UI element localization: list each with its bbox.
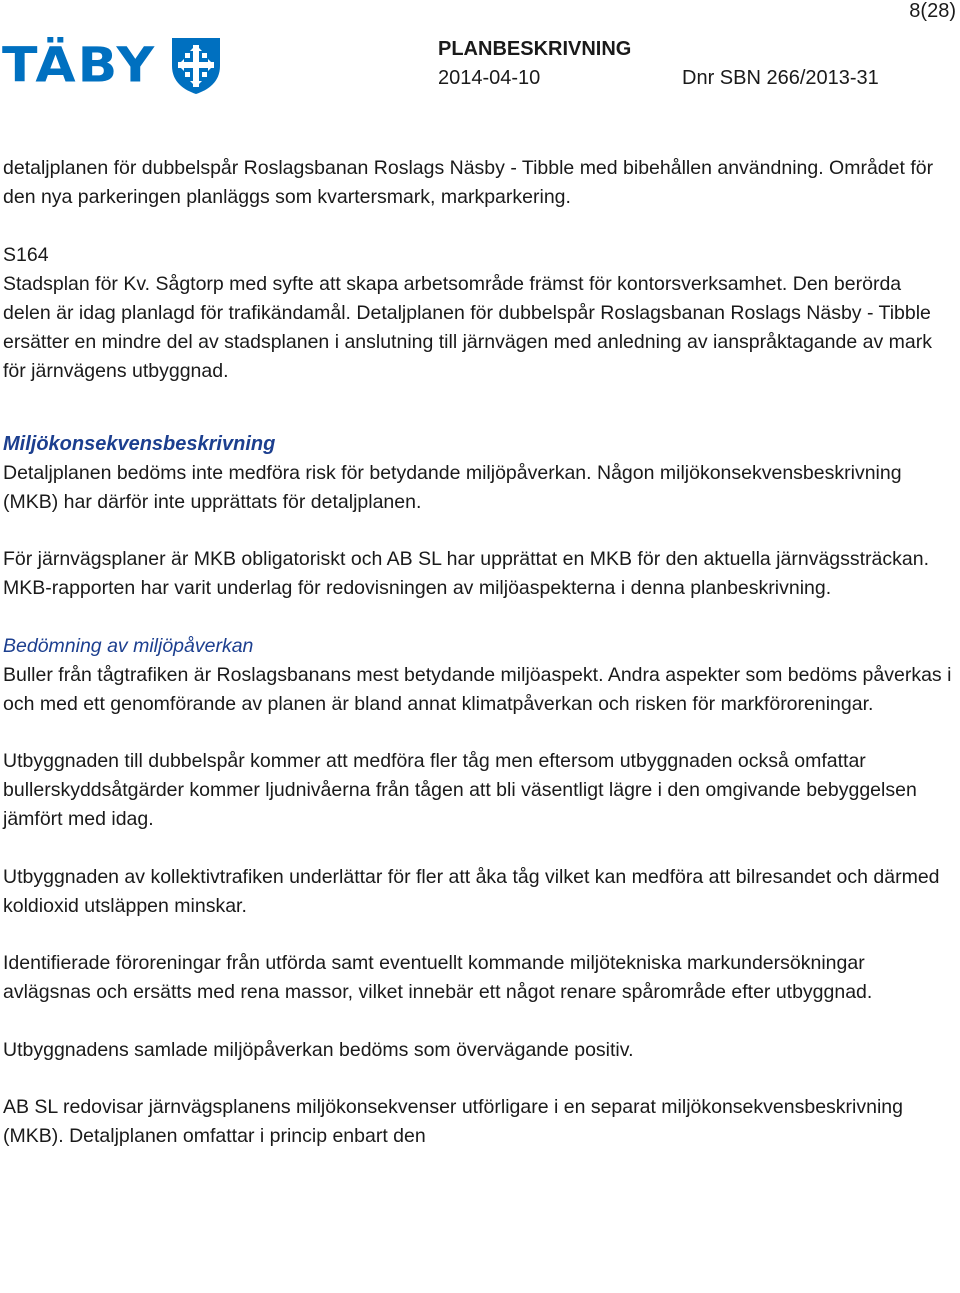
assessment-paragraph-6: AB SL redovisar järnvägsplanens miljökonsekvenser utförligare i en separat miljökonsekvensbeskrivning (MKB). Detaljplanen omfattar i princip enbart den: [3, 1096, 903, 1147]
mkb-paragraph-1: Detaljplanen bedöms inte medföra risk för betydande miljöpåverkan. Någon miljökonsekvensbeskrivning (MKB) har därför inte upprättats för detaljplanen.: [3, 461, 902, 513]
assessment-paragraph-3: Utbyggnaden av kollektivtrafiken underlättar för fler att åka tåg vilket kan medföra att bilresandet och därmed koldioxid utsläppen minskar.: [3, 865, 940, 917]
document-date: 2014-04-10: [438, 67, 541, 89]
mkb-paragraph-2: För järnvägsplaner är MKB obligatoriskt och AB SL har upprättat en MKB för den aktuella järnvägssträckan. MKB-rapporten har varit underlag för redovisningen av miljöaspekterna i denna planbeskrivning.: [3, 548, 930, 599]
document-reference-number: Dnr SBN 266/2013-31: [682, 67, 879, 89]
assessment-paragraph-2: Utbyggnaden till dubbelspår kommer att medföra fler tåg men eftersom utbyggnaden också omfattar bullerskyddsåtgärder kommer ljudnivåerna från tågen att bli väsentligt lägre i den omgivande bebyggelsen jämfört med idag.: [3, 750, 917, 830]
assessment-paragraph-1: Buller från tågtrafiken är Roslagsbanans mest betydande miljöaspekt. Andra aspekter som bedöms påverkas i och med ett genomförande av planen är bland annat klimatpåverkan och risken för markföroreningar.: [3, 663, 952, 715]
assessment-paragraph-5: Utbyggnadens samlade miljöpåverkan bedöms som övervägande positiv.: [3, 1038, 634, 1061]
taby-cross-shield-icon: [170, 36, 222, 96]
intro-paragraph: detaljplanen för dubbelspår Roslagsbanan Roslags Näsby - Tibble med bibehållen användning. Området för den nya parkeringen planläggs som kvartersmark, markparkering.: [3, 157, 934, 208]
logo-wordmark: TÄBY: [2, 38, 157, 94]
s164-label: S164: [3, 243, 49, 266]
page-number: 8(28): [909, 0, 956, 22]
section-heading-mkb: Miljökonsekvensbeskrivning: [3, 432, 276, 455]
document-body: [3, 154, 953, 1151]
document-type-title: PLANBESKRIVNING: [438, 38, 632, 60]
assessment-paragraph-4: Identifierade föroreningar från utförda samt eventuellt kommande miljötekniska markundersökningar avlägsnas och ersätts med rena massor, vilket innebär ett något renare spårområde efter utbyggnad.: [3, 952, 873, 1003]
sub-heading-assessment: Bedömning av miljöpåverkan: [3, 634, 254, 657]
taby-logo: [2, 36, 222, 96]
s164-paragraph: Stadsplan för Kv. Sågtorp med syfte att skapa arbetsområde främst för kontorsverksamhet. Den berörda delen är idag planlagd för trafikändamål. Detaljplanen för dubbelspår Roslagsbanan Roslags Näsby - Tibble ersätter en mindre del av stadsplanen i anslutning till järnvägen med anledning av ianspråktagande av mark för järnvägens utbyggnad.: [3, 272, 932, 382]
